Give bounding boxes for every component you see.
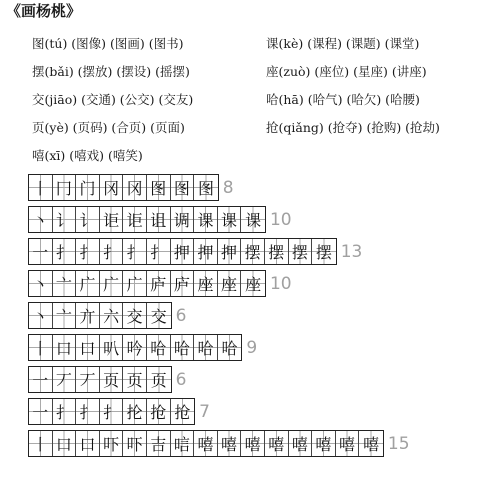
stroke-step: 丶 — [32, 274, 49, 294]
stroke-cell — [171, 175, 195, 200]
vocab-entry: 图(tú) (图像) (图画) (图书) — [32, 36, 184, 51]
stroke-cell — [147, 335, 171, 360]
stroke-cell — [194, 175, 218, 200]
stroke-step: 冈 — [126, 178, 143, 198]
stroke-cell — [123, 335, 147, 360]
stroke-order-section — [28, 172, 410, 460]
stroke-step: 抢 — [174, 402, 191, 422]
stroke-cell — [100, 335, 124, 360]
stroke-cell — [76, 239, 100, 264]
stroke-cell — [194, 431, 218, 456]
stroke-cell — [218, 207, 242, 232]
stroke-step: 扌 — [103, 402, 120, 422]
stroke-cell — [53, 271, 77, 296]
stroke-cell — [76, 431, 100, 456]
stroke-step: 讵 — [126, 210, 143, 230]
stroke-step: 座 — [245, 274, 262, 294]
stroke-cell — [218, 271, 242, 296]
stroke-grid — [28, 334, 242, 361]
stroke-cell — [100, 271, 124, 296]
stroke-cell — [194, 207, 218, 232]
stroke-cell — [29, 431, 53, 456]
stroke-step: 庐 — [150, 274, 167, 294]
stroke-cell — [76, 175, 100, 200]
stroke-step: 扌 — [126, 242, 143, 262]
stroke-cell — [100, 207, 124, 232]
stroke-cell — [312, 431, 336, 456]
stroke-cell — [359, 431, 383, 456]
stroke-step: 唁 — [173, 434, 190, 454]
stroke-step: 口 — [79, 434, 96, 454]
stroke-step: 嘻 — [315, 434, 332, 454]
vocab-row — [0, 86, 500, 114]
stroke-step: 亠 — [55, 306, 72, 326]
lesson-title: 《画杨桃》 — [6, 2, 82, 20]
stroke-step: 一 — [32, 402, 49, 422]
stroke-step: 抢 — [150, 402, 167, 422]
stroke-step: 哈 — [197, 338, 214, 358]
stroke-cell — [53, 303, 77, 328]
stroke-step: 六 — [103, 306, 120, 326]
stroke-step: 嘻 — [291, 434, 308, 454]
stroke-step: 嘻 — [244, 434, 261, 454]
stroke-step: 哈 — [221, 338, 238, 358]
stroke-step: 页 — [126, 370, 143, 390]
stroke-cell — [194, 239, 218, 264]
stroke-grid — [28, 430, 384, 457]
stroke-cell — [100, 399, 124, 424]
vocab-entry: 哈(hā) (哈气) (哈欠) (哈腰) — [266, 92, 420, 107]
stroke-cell — [194, 335, 218, 360]
stroke-step: 座 — [197, 274, 214, 294]
stroke-step: 冂 — [55, 178, 72, 198]
stroke-cell — [147, 399, 171, 424]
stroke-step: 扌 — [79, 402, 96, 422]
stroke-step: 丶 — [32, 210, 49, 230]
stroke-order-row — [28, 268, 410, 300]
stroke-cell — [171, 207, 195, 232]
stroke-order-row — [28, 396, 410, 428]
stroke-step: 图 — [197, 178, 214, 198]
stroke-cell — [123, 399, 147, 424]
stroke-step: 亠 — [55, 274, 72, 294]
stroke-step: 诅 — [150, 210, 167, 230]
stroke-step: 广 — [126, 274, 143, 294]
stroke-count: 9 — [246, 338, 258, 358]
stroke-step: 哈 — [150, 338, 167, 358]
stroke-grid — [28, 398, 195, 425]
vocab-entry: 抢(qiǎng) (抢夺) (抢购) (抢劫) — [266, 120, 440, 135]
stroke-cell — [241, 207, 265, 232]
vocab-entry: 摆(bǎi) (摆放) (摆设) (摇摆) — [32, 64, 190, 79]
stroke-step: 吓 — [126, 434, 143, 454]
stroke-cell — [53, 335, 77, 360]
stroke-step: 页 — [103, 370, 120, 390]
stroke-cell — [147, 175, 171, 200]
stroke-step: 扌 — [55, 242, 72, 262]
stroke-step: 课 — [197, 210, 214, 230]
stroke-step: 页 — [150, 370, 167, 390]
vocab-entry: 嘻(xī) (嘻戏) (嘻笑) — [32, 148, 143, 163]
stroke-grid — [28, 302, 172, 329]
stroke-cell — [147, 303, 171, 328]
stroke-cell — [29, 175, 53, 200]
stroke-cell — [171, 399, 195, 424]
stroke-cell — [53, 175, 77, 200]
stroke-cell — [147, 431, 171, 456]
stroke-cell — [76, 303, 100, 328]
stroke-step: 摆 — [291, 242, 308, 262]
stroke-cell — [218, 431, 242, 456]
stroke-cell — [218, 335, 242, 360]
stroke-step: 一 — [32, 370, 49, 390]
stroke-cell — [123, 367, 147, 392]
stroke-cell — [100, 303, 124, 328]
stroke-step: 广 — [103, 274, 120, 294]
stroke-grid — [28, 238, 337, 265]
stroke-step: 课 — [221, 210, 238, 230]
stroke-cell — [29, 271, 53, 296]
stroke-step: 丨 — [32, 338, 49, 358]
stroke-step: 口 — [55, 338, 72, 358]
stroke-step: 庐 — [173, 274, 190, 294]
stroke-step: 押 — [221, 242, 238, 262]
stroke-order-row — [28, 204, 410, 236]
stroke-step: 座 — [221, 274, 238, 294]
stroke-cell — [123, 271, 147, 296]
stroke-step: 摆 — [315, 242, 332, 262]
stroke-grid — [28, 174, 219, 201]
stroke-cell — [53, 431, 77, 456]
stroke-count: 6 — [175, 306, 187, 326]
stroke-step: 吟 — [126, 338, 143, 358]
stroke-step: 亣 — [79, 306, 96, 326]
stroke-cell — [100, 239, 124, 264]
stroke-step: 讵 — [103, 210, 120, 230]
stroke-order-row — [28, 428, 410, 460]
stroke-step: 扌 — [55, 402, 72, 422]
stroke-cell — [171, 431, 195, 456]
stroke-step: 嘻 — [339, 434, 356, 454]
stroke-grid — [28, 366, 172, 393]
stroke-cell — [123, 239, 147, 264]
stroke-cell — [123, 303, 147, 328]
stroke-cell — [76, 367, 100, 392]
stroke-count: 10 — [269, 210, 292, 230]
stroke-grid — [28, 206, 266, 233]
stroke-step: 扌 — [150, 242, 167, 262]
stroke-step: 冈 — [103, 178, 120, 198]
stroke-step: 叭 — [103, 338, 120, 358]
stroke-step: 图 — [150, 178, 167, 198]
vocab-entry: 课(kè) (课程) (课题) (课堂) — [266, 36, 420, 51]
stroke-cell — [147, 367, 171, 392]
stroke-step: 交 — [150, 306, 167, 326]
stroke-order-row — [28, 172, 410, 204]
stroke-order-row — [28, 300, 410, 332]
stroke-step: 广 — [79, 274, 96, 294]
stroke-step: 扌 — [103, 242, 120, 262]
stroke-cell — [171, 239, 195, 264]
stroke-step: 丨 — [32, 178, 49, 198]
stroke-cell — [29, 335, 53, 360]
stroke-cell — [123, 207, 147, 232]
stroke-cell — [123, 175, 147, 200]
stroke-step: 嘻 — [363, 434, 380, 454]
stroke-step: 丆 — [79, 370, 96, 390]
stroke-cell — [194, 271, 218, 296]
vocab-entry: 页(yè) (页码) (合页) (页面) — [32, 120, 185, 135]
stroke-cell — [53, 239, 77, 264]
stroke-step: 丶 — [32, 306, 49, 326]
stroke-cell — [218, 239, 242, 264]
stroke-step: 吓 — [103, 434, 120, 454]
stroke-step: 扌 — [79, 242, 96, 262]
stroke-step: 调 — [173, 210, 190, 230]
stroke-cell — [336, 431, 360, 456]
stroke-cell — [265, 431, 289, 456]
stroke-cell — [312, 239, 336, 264]
vocab-row — [0, 58, 500, 86]
stroke-step: 嘻 — [197, 434, 214, 454]
stroke-step: 口 — [55, 434, 72, 454]
stroke-count: 6 — [175, 370, 187, 390]
stroke-cell — [76, 335, 100, 360]
stroke-cell — [171, 271, 195, 296]
stroke-cell — [147, 207, 171, 232]
stroke-cell — [147, 271, 171, 296]
stroke-step: 摆 — [244, 242, 261, 262]
stroke-order-row — [28, 332, 410, 364]
stroke-step: 图 — [173, 178, 190, 198]
stroke-cell — [100, 431, 124, 456]
stroke-count: 10 — [269, 274, 292, 294]
stroke-cell — [289, 431, 313, 456]
stroke-cell — [100, 367, 124, 392]
stroke-step: 押 — [197, 242, 214, 262]
stroke-cell — [53, 399, 77, 424]
stroke-step: 讠 — [79, 210, 96, 230]
stroke-count: 8 — [222, 178, 234, 198]
stroke-cell — [100, 175, 124, 200]
stroke-step: 交 — [126, 306, 143, 326]
vocab-row — [0, 114, 500, 142]
stroke-cell — [53, 367, 77, 392]
stroke-order-row — [28, 364, 410, 396]
stroke-cell — [265, 239, 289, 264]
stroke-cell — [289, 239, 313, 264]
stroke-cell — [53, 207, 77, 232]
stroke-step: 课 — [245, 210, 262, 230]
stroke-cell — [123, 431, 147, 456]
stroke-order-row — [28, 236, 410, 268]
stroke-step: 丨 — [32, 434, 49, 454]
stroke-cell — [29, 303, 53, 328]
stroke-cell — [76, 207, 100, 232]
stroke-step: 讠 — [55, 210, 72, 230]
stroke-cell — [76, 399, 100, 424]
stroke-cell — [29, 399, 53, 424]
stroke-cell — [29, 367, 53, 392]
stroke-grid — [28, 270, 266, 297]
stroke-cell — [76, 271, 100, 296]
vocab-entry: 座(zuò) (座位) (星座) (讲座) — [266, 64, 427, 79]
stroke-cell — [241, 239, 265, 264]
stroke-count: 15 — [387, 434, 410, 454]
stroke-step: 吉 — [150, 434, 167, 454]
vocabulary-list — [0, 30, 500, 170]
stroke-count: 7 — [199, 402, 210, 422]
stroke-cell — [147, 239, 171, 264]
stroke-count: 13 — [340, 242, 363, 262]
stroke-step: 丆 — [55, 370, 72, 390]
stroke-step: 哈 — [173, 338, 190, 358]
stroke-step: 嘻 — [221, 434, 238, 454]
stroke-step: 押 — [173, 242, 190, 262]
stroke-cell — [241, 431, 265, 456]
stroke-cell — [29, 207, 53, 232]
stroke-step: 摆 — [268, 242, 285, 262]
stroke-step: 一 — [32, 242, 49, 262]
vocab-row — [0, 30, 500, 58]
stroke-cell — [29, 239, 53, 264]
stroke-step: 门 — [79, 178, 96, 198]
stroke-step: 嘻 — [268, 434, 285, 454]
stroke-step: 口 — [79, 338, 96, 358]
vocab-row — [0, 142, 500, 170]
vocab-entry: 交(jiāo) (交通) (公交) (交友) — [32, 92, 194, 107]
stroke-cell — [171, 335, 195, 360]
stroke-step: 抡 — [126, 402, 143, 422]
stroke-cell — [241, 271, 265, 296]
